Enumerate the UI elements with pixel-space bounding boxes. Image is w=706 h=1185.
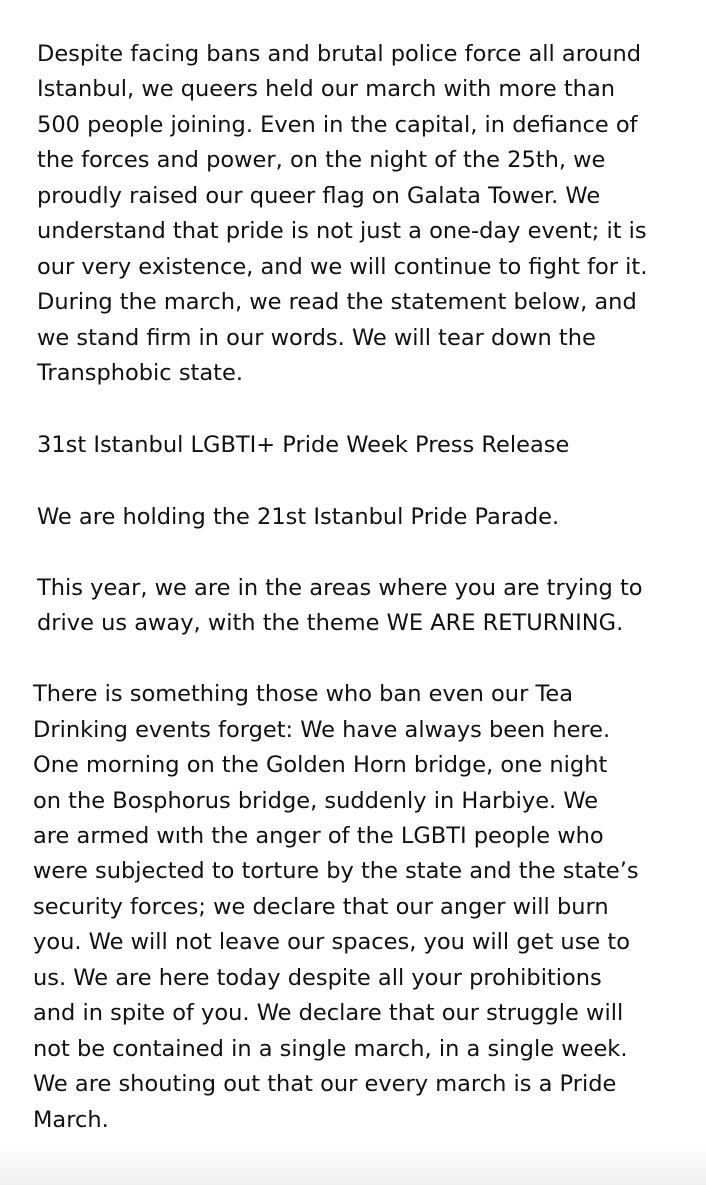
text-line: we stand firm in our words. We will tear down the [37,325,596,351]
text-line: you. We will not leave our spaces, you will get use to [33,929,630,955]
text-line: This year, we are in the areas where you are trying to [37,575,643,601]
text-line: 500 people joining. Even in the capital, in defiance of [37,112,638,138]
text-line: March. [33,1107,109,1133]
bottom-fade [0,1141,706,1185]
text-line: One morning on the Golden Horn bridge, one night [33,752,608,778]
press-release-title: 31st Istanbul LGBTI+ Pride Week Press Release [37,432,570,458]
text-line: security forces; we declare that our anger will burn [33,894,609,920]
text-line: the forces and power, on the night of the 25th, we [37,147,606,173]
text-line: understand that pride is not just a one-day event; it is [37,218,647,244]
text-line: us. We are here today despite all your prohibitions [33,965,602,991]
text-line: proudly raised our queer flag on Galata Tower. We [37,183,601,209]
text-line: our very existence, and we will continue to fight for it. [37,254,648,280]
text-line: Transphobic state. [37,360,243,386]
text-line: Despite facing bans and brutal police force all around [37,41,642,67]
text-line: Drinking events forget: We have always been here. [33,717,611,743]
text-line: We are holding the 21st Istanbul Pride Parade. [37,504,560,530]
text-line: and in spite of you. We declare that our struggle will [33,1000,624,1026]
text-line: were subjected to torture by the state and the state’s [33,858,639,884]
text-line: are armed wıth the anger of the LGBTI people who [33,823,604,849]
text-line: During the march, we read the statement below, and [37,289,637,315]
text-line: There is something those who ban even our Tea [33,681,574,707]
text-line: We are shouting out that our every march is a Pride [33,1071,617,1097]
text-line: not be contained in a single march, in a single week. [33,1036,628,1062]
text-line: drive us away, with the theme WE ARE RETURNING. [37,610,624,636]
text-line: Istanbul, we queers held our march with more than [37,76,615,102]
text-line: on the Bosphorus bridge, suddenly in Harbiye. We [33,788,599,814]
